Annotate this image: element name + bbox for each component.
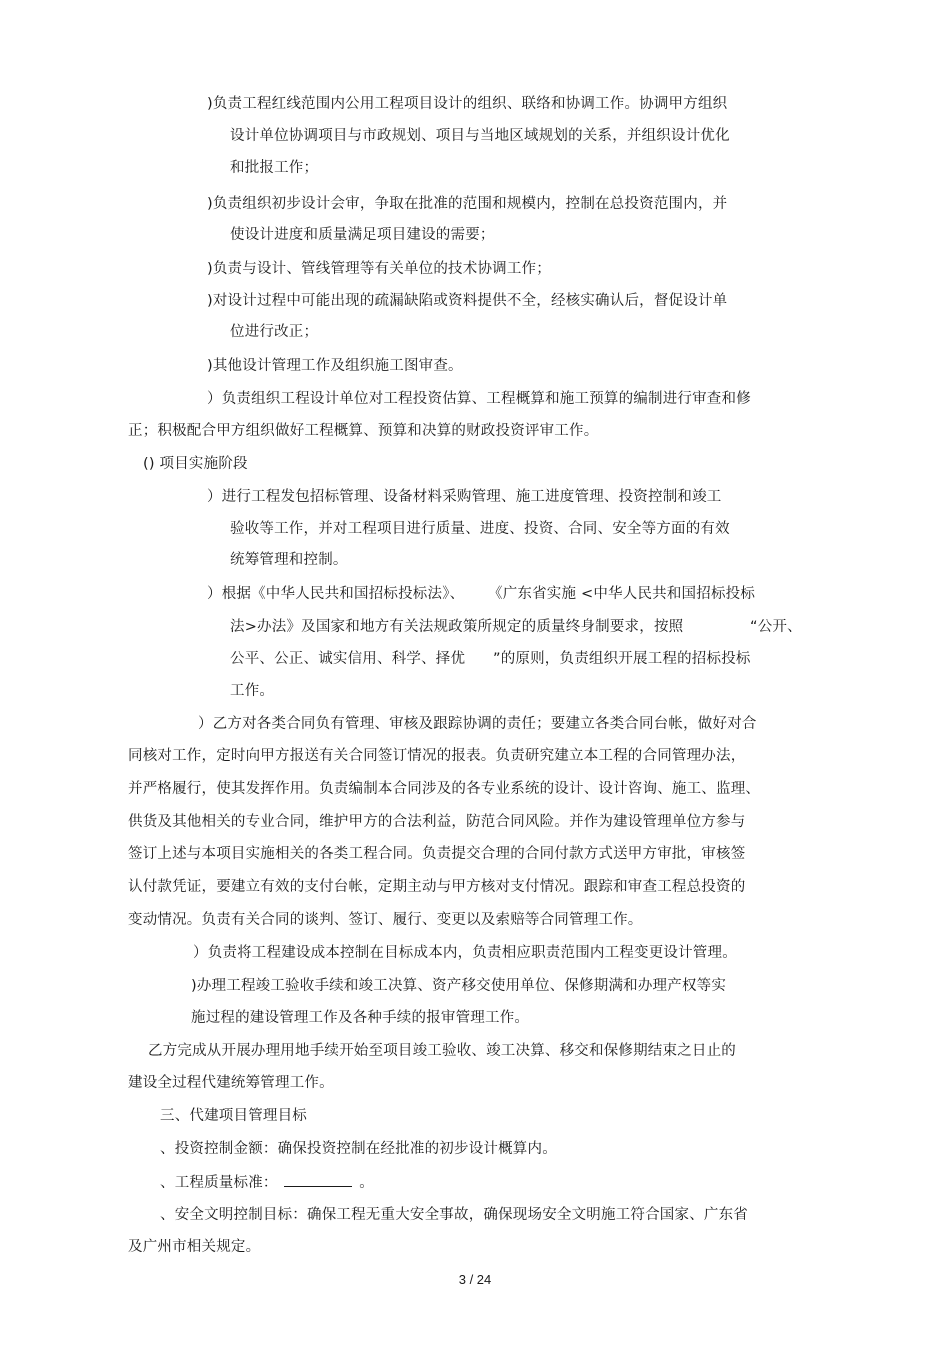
paragraph-line: ）负责将工程建设成本控制在目标成本内，负责相应职责范围内工程变更设计管理。 [193,945,737,961]
paragraph-line: 工作。 [230,683,275,699]
paragraph-line: 和批报工作； [230,160,319,176]
paragraph-line: 变动情况。负责有关合同的谈判、签订、履行、变更以及索赔等合同管理工作。 [128,912,643,928]
paragraph-line: )负责工程红线范围内公用工程项目设计的组织、联络和协调工作。协调甲方组织 [207,96,728,112]
paragraph-line: ）负责组织工程设计单位对工程投资估算、工程概算和施工预算的编制进行审查和修 [207,391,751,407]
paragraph-line: 法>办法》及国家和地方有关法规政策所规定的质量终身制要求，按照 [230,619,684,635]
paragraph-line: 公平、公正、诚实信用、科学、择优 [230,651,466,667]
quality-standard-line [160,1171,374,1193]
paragraph-line: 签订上述与本项目实施相关的各类工程合同。负责提交合理的合同付款方式送甲方审批，审核签 [128,846,746,862]
paragraph-line: ）乙方对各类合同负有管理、审核及跟踪协调的责任；要建立各类合同台帐，做好对合 [198,716,757,732]
paragraph-line: 《广东省实施 <中华人民共和国招标投标 [488,586,756,602]
paragraph-line: 、安全文明控制目标：确保工程无重大安全事故，确保现场安全文明施工符合国家、广东省 [160,1207,748,1223]
paragraph-line: 使设计进度和质量满足项目建设的需要； [230,227,495,243]
paragraph-line: )负责组织初步设计会审，争取在批准的范围和规模内，控制在总投资范围内，并 [207,196,728,212]
paragraph-line: 设计单位协调项目与市政规划、项目与当地区域规划的关系，并组织设计优化 [230,128,730,144]
paragraph-line: “公开、 [750,619,802,635]
paragraph-line: 施过程的建设管理工作及各种手续的报审管理工作。 [191,1010,530,1026]
quality-standard-label: 、工程质量标准： [160,1175,278,1191]
paragraph-line: ”的原则，负责组织开展工程的招标投标 [493,651,751,667]
page-number: 3 / 24 [458,1272,492,1287]
paragraph-line: 、投资控制金额：确保投资控制在经批准的初步设计概算内。 [160,1141,557,1157]
paragraph-line: )其他设计管理工作及组织施工图审查。 [207,358,463,374]
paragraph-line: 正；积极配合甲方组织做好工程概算、预算和决算的财政投资评审工作。 [128,423,599,439]
paragraph-line: 认付款凭证，要建立有效的支付台帐，定期主动与甲方核对支付情况。跟踪和审查工程总投资的 [128,879,746,895]
paragraph-line: 并严格履行，使其发挥作用。负责编制本合同涉及的各专业系统的设计、设计咨询、施工、监理、 [128,781,761,797]
paragraph-line: ）根据《中华人民共和国招标投标法》、 [207,586,465,602]
section-heading: () 项目实施阶段 [143,456,248,472]
paragraph-line: 供货及其他相关的专业合同，维护甲方的合法利益，防范合同风险。并作为建设管理单位方参与 [128,814,746,830]
quality-standard-end: 。 [359,1175,374,1191]
fill-in-blank [284,1171,352,1187]
paragraph-line: )对设计过程中可能出现的疏漏缺陷或资料提供不全，经核实确认后，督促设计单 [207,293,728,309]
paragraph-line: 同核对工作，定时向甲方报送有关合同签订情况的报表。负责研究建立本工程的合同管理办法， [128,748,746,764]
paragraph-line: 建设全过程代建统筹管理工作。 [128,1075,334,1091]
paragraph-line: 乙方完成从开展办理用地手续开始至项目竣工验收、竣工决算、移交和保修期结束之日止的 [148,1043,736,1059]
paragraph-line: 及广州市相关规定。 [128,1239,261,1255]
paragraph-line: )办理工程竣工验收手续和竣工决算、资产移交使用单位、保修期满和办理产权等实 [191,978,727,994]
section-heading: 三、代建项目管理目标 [160,1108,307,1124]
paragraph-line: 验收等工作，并对工程项目进行质量、进度、投资、合同、安全等方面的有效 [230,521,730,537]
paragraph-line: 统筹管理和控制。 [230,552,348,568]
paragraph-line: )负责与设计、管线管理等有关单位的技术协调工作； [207,261,551,277]
paragraph-line: ）进行工程发包招标管理、设备材料采购管理、施工进度管理、投资控制和竣工 [207,489,722,505]
paragraph-line: 位进行改正； [230,324,319,340]
